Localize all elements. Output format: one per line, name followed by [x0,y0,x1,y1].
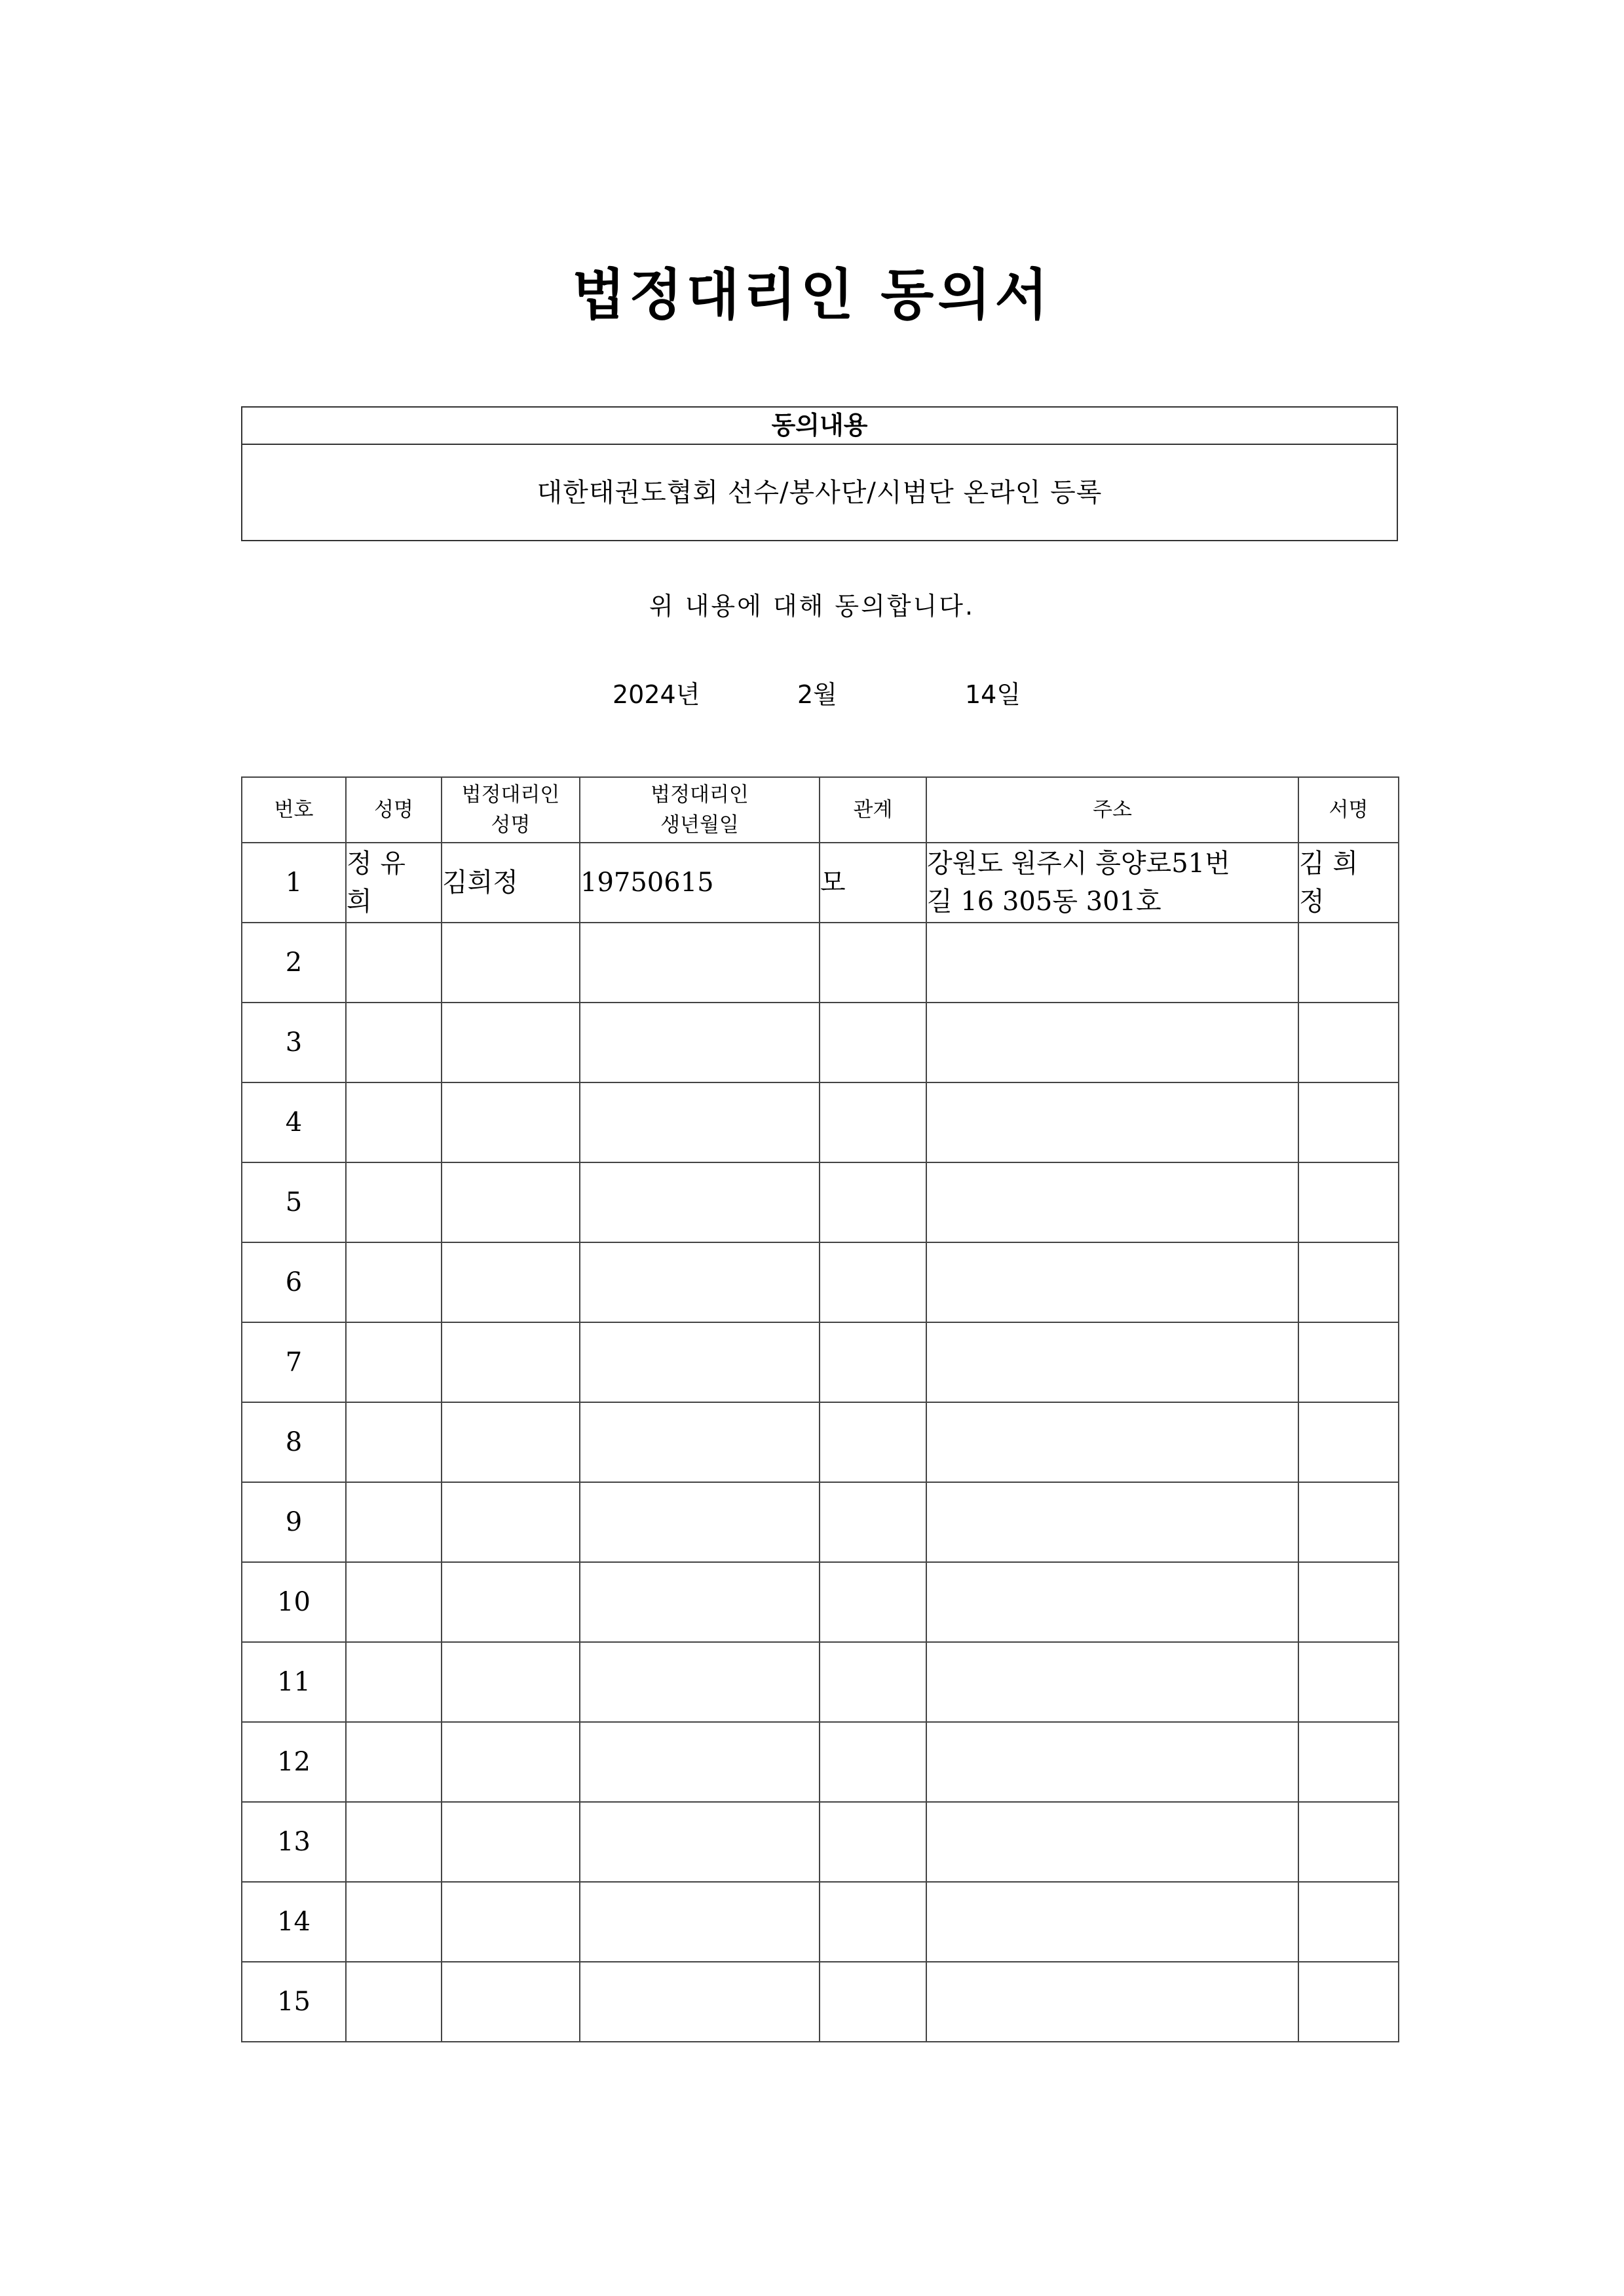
cell-number: 8 [242,1402,346,1482]
date-month: 2월 [797,680,837,709]
cell-guardian-birth [580,1482,820,1562]
cell-name: 정 유 희 [346,843,442,923]
header-guardian-birth: 법정대리인 생년월일 [580,777,820,843]
cell-number: 6 [242,1242,346,1322]
cell-relation [820,1082,926,1162]
cell-guardian-name [442,1802,580,1882]
cell-guardian-name [442,1402,580,1482]
cell-guardian-name [442,1082,580,1162]
cell-guardian-birth [580,1242,820,1322]
cell-guardian-name [442,1722,580,1802]
cell-relation [820,1402,926,1482]
cell-guardian-birth [580,1642,820,1722]
consent-content-box [241,406,1398,541]
cell-number: 14 [242,1882,346,1962]
cell-relation [820,1802,926,1882]
cell-signature [1298,1482,1399,1562]
cell-name [346,1162,442,1242]
cell-signature [1298,1962,1399,2042]
consent-header: 동의내용 [242,408,1397,445]
cell-guardian-name [442,1322,580,1402]
table-row [242,1162,1399,1242]
cell-address [926,1082,1298,1162]
cell-signature [1298,1882,1399,1962]
cell-guardian-birth [580,1402,820,1482]
cell-name [346,1402,442,1482]
cell-signature [1298,1003,1399,1082]
cell-guardian-birth [580,1162,820,1242]
cell-relation [820,923,926,1003]
cell-signature [1298,1082,1399,1162]
cell-signature [1298,1162,1399,1242]
cell-relation [820,1642,926,1722]
table-row [242,1962,1399,2042]
cell-name [346,923,442,1003]
cell-name [346,1562,442,1642]
consent-content: 대한태권도협회 선수/봉사단/시범단 온라인 등록 [537,478,1103,508]
table-row [242,1882,1399,1962]
cell-relation [820,1882,926,1962]
agreement-statement: 위 내용에 대해 동의합니다. [649,592,975,621]
header-signature: 서명 [1298,777,1399,843]
cell-signature [1298,1242,1399,1322]
table-row [242,1322,1399,1402]
cell-number: 15 [242,1962,346,2042]
table-row [242,1003,1399,1082]
cell-name [346,1962,442,2042]
cell-address [926,1642,1298,1722]
cell-relation [820,1722,926,1802]
cell-address [926,1882,1298,1962]
cell-guardian-birth [580,1882,820,1962]
cell-guardian-name [442,1642,580,1722]
cell-number: 9 [242,1482,346,1562]
cell-address [926,1802,1298,1882]
cell-address [926,1162,1298,1242]
cell-guardian-birth [580,1802,820,1882]
cell-guardian-name [442,1242,580,1322]
cell-name [346,1242,442,1322]
table-row [242,1562,1399,1642]
cell-relation [820,1242,926,1322]
cell-number: 10 [242,1562,346,1642]
table-row [242,1402,1399,1482]
cell-guardian-name [442,1962,580,2042]
cell-guardian-birth [580,1082,820,1162]
cell-address [926,1722,1298,1802]
cell-guardian-name [442,1562,580,1642]
cell-relation [820,1962,926,2042]
guardian-registration-table [241,776,1399,2042]
cell-guardian-name [442,1162,580,1242]
table-row [242,1642,1399,1722]
date-day: 14일 [965,680,1021,709]
cell-guardian-birth [580,923,820,1003]
cell-address [926,1003,1298,1082]
cell-number: 1 [242,843,346,923]
cell-signature [1298,1642,1399,1722]
table-row [242,1482,1399,1562]
cell-address [926,1402,1298,1482]
cell-guardian-name [442,1482,580,1562]
cell-signature [1298,1722,1399,1802]
header-relation: 관계 [820,777,926,843]
cell-address [926,1562,1298,1642]
header-address: 주소 [926,777,1298,843]
cell-name [346,1082,442,1162]
cell-number: 3 [242,1003,346,1082]
cell-address [926,1482,1298,1562]
cell-signature [1298,1322,1399,1402]
cell-number: 2 [242,923,346,1003]
cell-relation [820,1322,926,1402]
header-guardian-name: 법정대리인 성명 [442,777,580,843]
cell-name [346,1882,442,1962]
table-row [242,1802,1399,1882]
cell-guardian-name [442,923,580,1003]
cell-number: 12 [242,1722,346,1802]
table-header-row [242,777,1399,843]
cell-name [346,1322,442,1402]
cell-guardian-name [442,1003,580,1082]
cell-guardian-birth [580,1722,820,1802]
cell-name [346,1482,442,1562]
cell-name [346,1003,442,1082]
cell-guardian-birth [580,1322,820,1402]
header-name: 성명 [346,777,442,843]
cell-address [926,923,1298,1003]
cell-signature: 김 희 정 [1298,843,1399,923]
cell-address [926,1962,1298,2042]
cell-relation: 모 [820,843,926,923]
cell-signature [1298,1562,1399,1642]
table-row [242,1722,1399,1802]
cell-number: 7 [242,1322,346,1402]
cell-number: 4 [242,1082,346,1162]
header-number: 번호 [242,777,346,843]
cell-guardian-birth [580,1562,820,1642]
cell-number: 11 [242,1642,346,1722]
cell-name [346,1722,442,1802]
cell-address [926,1322,1298,1402]
cell-relation [820,1562,926,1642]
cell-relation [820,1482,926,1562]
cell-signature [1298,1802,1399,1882]
document-title: 법정대리인 동의서 [572,262,1052,327]
cell-guardian-birth [580,1962,820,2042]
cell-name [346,1802,442,1882]
cell-name [346,1642,442,1722]
table-row [242,1082,1399,1162]
cell-guardian-birth [580,1003,820,1082]
cell-guardian-name: 김희정 [442,843,580,923]
table-row [242,843,1399,923]
cell-guardian-name [442,1882,580,1962]
cell-number: 5 [242,1162,346,1242]
table-row [242,923,1399,1003]
date-year: 2024년 [613,680,700,709]
cell-address: 강원도 원주시 흥양로51번 길 16 305동 301호 [926,843,1298,923]
cell-guardian-birth: 19750615 [580,843,820,923]
cell-relation [820,1162,926,1242]
table-row [242,1242,1399,1322]
cell-address [926,1242,1298,1322]
cell-signature [1298,1402,1399,1482]
cell-signature [1298,923,1399,1003]
cell-relation [820,1003,926,1082]
cell-number: 13 [242,1802,346,1882]
